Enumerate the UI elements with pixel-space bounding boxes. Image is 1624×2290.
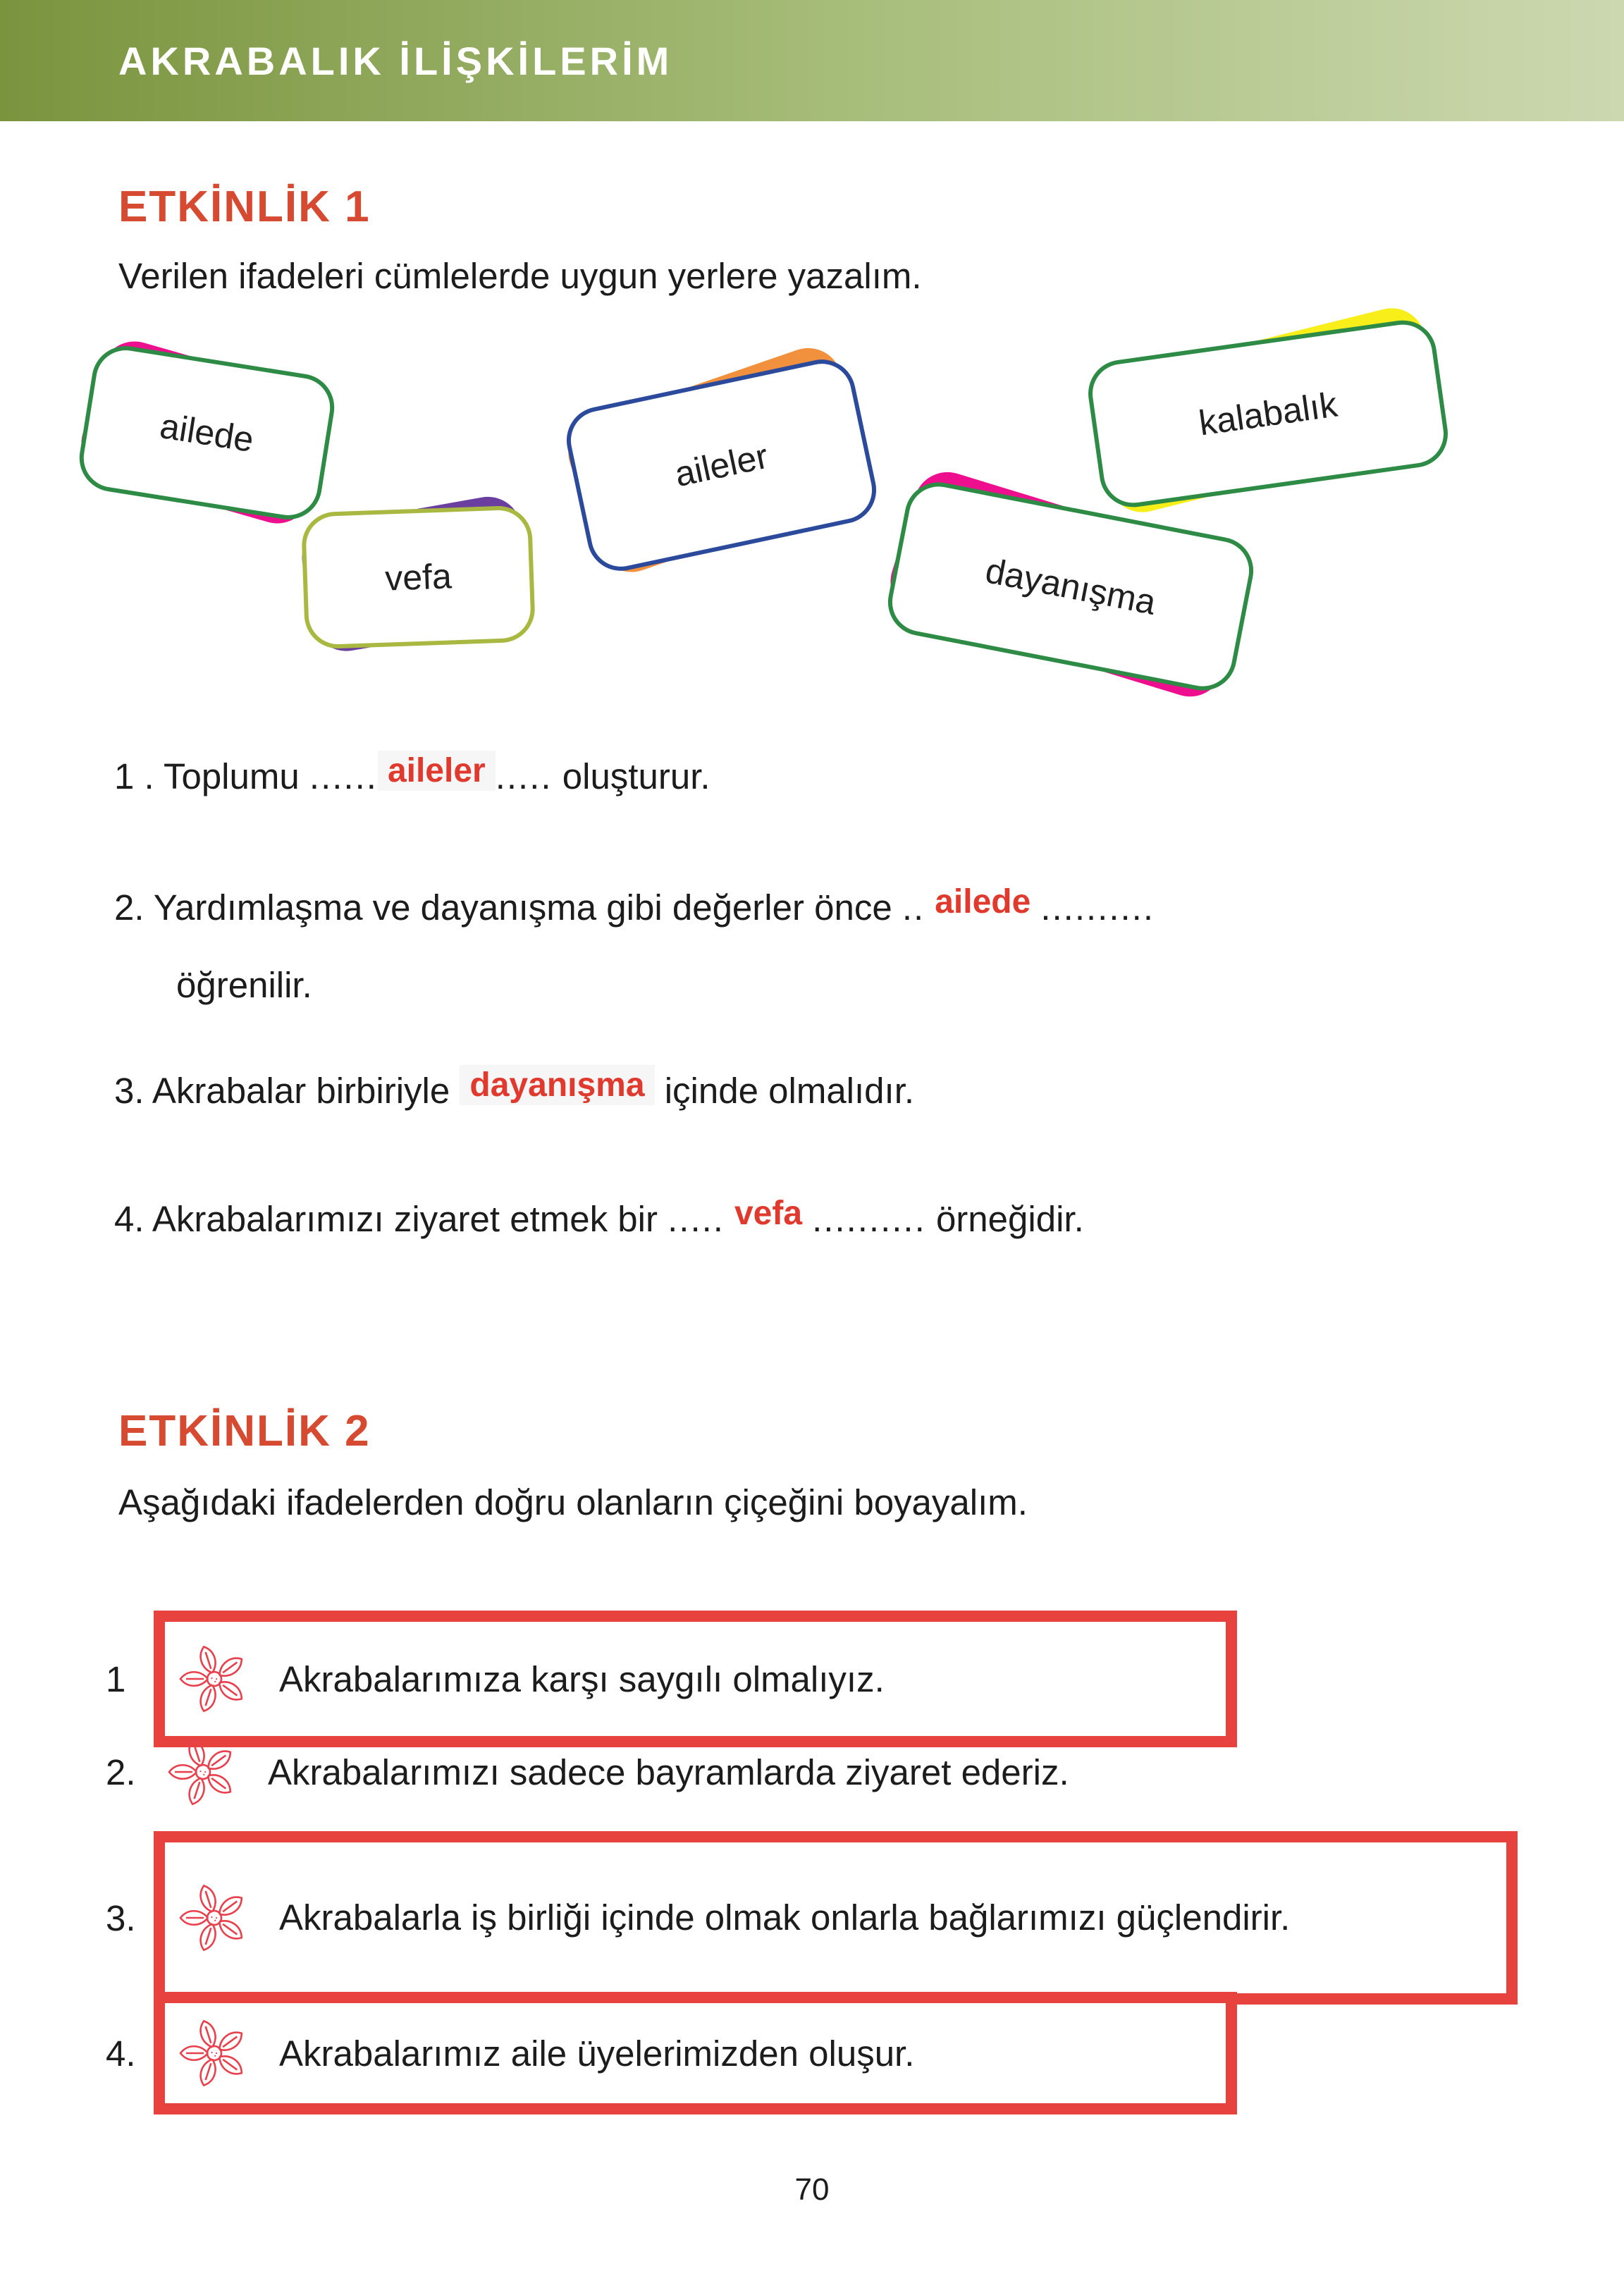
page-header bbox=[0, 0, 1624, 121]
word-card-dayanisma bbox=[894, 509, 1239, 655]
sentence-text: Yardımlaşma ve dayanışma gibi değerler önce bbox=[153, 887, 892, 928]
blank-dots: ..... bbox=[668, 1199, 725, 1239]
sentence-text: Akrabalar birbiriyle bbox=[152, 1071, 450, 1111]
sentence-number: 2. bbox=[114, 887, 144, 928]
flower-icon bbox=[178, 1881, 251, 1954]
statement-number: 2. bbox=[106, 1752, 136, 1792]
blank-dots: .......... bbox=[1040, 887, 1155, 928]
word-card-aileler bbox=[574, 382, 860, 540]
sentence-2 bbox=[114, 883, 1155, 928]
correct-answer-box bbox=[154, 1611, 1237, 1747]
answer-text: vefa bbox=[734, 1195, 803, 1232]
blank-dots: ...... bbox=[309, 756, 378, 796]
flower-icon bbox=[178, 1642, 251, 1716]
answer-text: dayanışma bbox=[460, 1065, 654, 1105]
sentence-4 bbox=[114, 1195, 1084, 1240]
word-card-vefa bbox=[303, 509, 525, 637]
statement-row-4 bbox=[106, 1992, 1237, 2114]
blank-dots: .......... bbox=[812, 1199, 926, 1239]
answer-text: ailede bbox=[935, 883, 1031, 921]
word-card-label: dayanışma bbox=[882, 476, 1260, 696]
blank-dots: ..... bbox=[495, 756, 553, 796]
word-card-kalabalik bbox=[1093, 340, 1435, 479]
sentence-text: oluşturur. bbox=[562, 756, 710, 796]
activity2-instruction: Aşağıdaki ifadelerden doğru olanların çiçeğini boyayalım. bbox=[118, 1482, 1028, 1522]
page-number: 70 bbox=[794, 2172, 830, 2207]
statement-row-3 bbox=[106, 1831, 1518, 2005]
word-card-label: ailede bbox=[75, 341, 339, 524]
sentence-text: Toplumu bbox=[163, 756, 300, 796]
correct-answer-box bbox=[154, 1831, 1518, 2005]
answer-text: aileler bbox=[378, 751, 496, 791]
statement-text: Akrabalarımıza karşı saygılı olmalıyız. bbox=[279, 1658, 885, 1699]
page-header-title: AKRABALIK İLİŞKİLERİM bbox=[118, 38, 673, 83]
statement-row-1 bbox=[106, 1611, 1237, 1747]
sentence-number: 1 . bbox=[114, 756, 154, 796]
sentence-2-line2: öğrenilir. bbox=[176, 965, 312, 1005]
activity1-instruction: Verilen ifadeleri cümlelerde uygun yerlere yazalım. bbox=[118, 256, 922, 296]
sentence-1 bbox=[114, 752, 710, 797]
word-card-label: vefa bbox=[301, 505, 536, 649]
word-card-label: kalabalık bbox=[1084, 316, 1452, 511]
activity2-title: ETKİNLİK 2 bbox=[118, 1407, 371, 1455]
statement-number: 3. bbox=[106, 1897, 136, 1938]
statement-number: 4. bbox=[106, 2033, 136, 2074]
sentence-3 bbox=[114, 1066, 915, 1112]
blank-dots: .. bbox=[902, 887, 925, 928]
sentence-text: Akrabalarımızı ziyaret etmek bir bbox=[152, 1199, 658, 1239]
statement-row-2 bbox=[106, 1735, 1069, 1809]
sentence-number: 3. bbox=[114, 1071, 144, 1111]
sentence-text: içinde olmalıdır. bbox=[664, 1071, 915, 1111]
flower-icon bbox=[166, 1735, 240, 1809]
correct-answer-box bbox=[154, 1992, 1237, 2114]
activity1-title: ETKİNLİK 1 bbox=[118, 183, 371, 231]
sentence-number: 4. bbox=[114, 1199, 144, 1239]
statement-content bbox=[154, 1735, 1069, 1809]
word-card-label: aileler bbox=[560, 353, 882, 577]
sentence-text: örneğidir. bbox=[935, 1199, 1084, 1239]
flower-icon bbox=[178, 2017, 251, 2090]
statement-text: Akrabalarımızı sadece bayramlarda ziyaret ederiz. bbox=[268, 1752, 1069, 1792]
word-card-ailede bbox=[85, 359, 321, 498]
statement-text: Akrabalarla iş birliği içinde olmak onlarla bağlarımızı güçlendirir. bbox=[279, 1897, 1291, 1938]
statement-text: Akrabalarımız aile üyelerimizden oluşur. bbox=[279, 2033, 915, 2074]
statement-number: 1 bbox=[106, 1658, 126, 1699]
